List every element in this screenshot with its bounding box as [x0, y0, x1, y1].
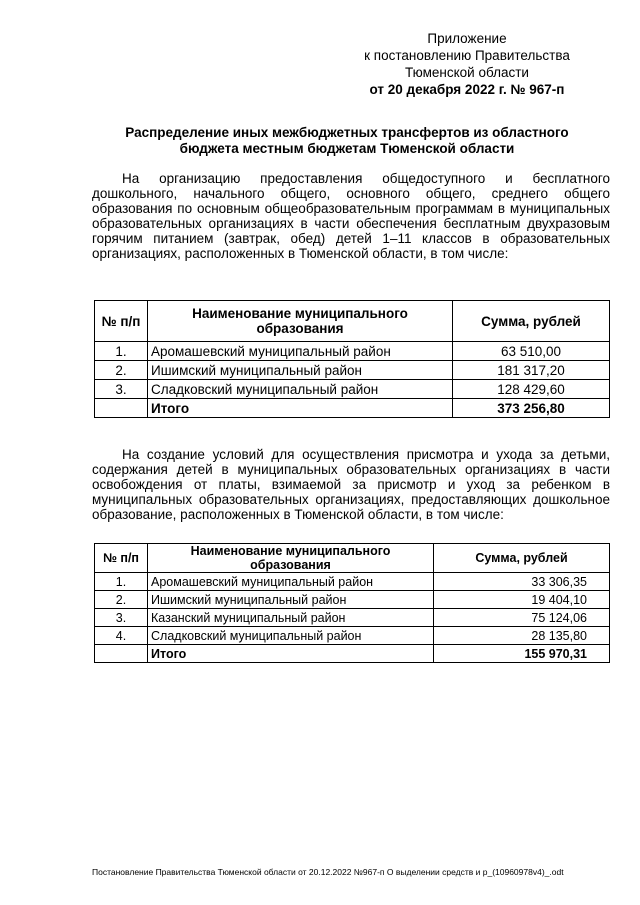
table-row [95, 380, 610, 399]
cell-sum: 181 317,20 [453, 361, 610, 380]
table-total-row [95, 645, 610, 663]
total-label: Итого [148, 399, 453, 418]
cell-sum: 128 429,60 [453, 380, 610, 399]
table-total-row [95, 399, 610, 418]
header-sum: Сумма, рублей [453, 301, 610, 342]
section1-table [94, 300, 610, 418]
title-line: бюджета местным бюджетам Тюменской области [179, 141, 515, 156]
cell-sum: 33 306,35 [434, 573, 610, 591]
cell-sum: 19 404,10 [434, 591, 610, 609]
cell-num: 3. [95, 380, 148, 399]
table-row [95, 573, 610, 591]
cell-name: Ишимский муниципальный район [148, 361, 453, 380]
cell-name: Казанский муниципальный район [148, 609, 434, 627]
table-row [95, 591, 610, 609]
header-num: № п/п [95, 301, 148, 342]
cell-name: Аромашевский муниципальный район [148, 342, 453, 361]
header-name: Наименование муниципального образования [148, 301, 453, 342]
cell-num: 1. [95, 342, 148, 361]
section1-paragraph: На организацию предоставления общедоступного и бесплатного дошкольного, начального общего, основного общего, среднего общего образования по основным общеобразовательным программам в муниципальных образовательных организациях в части обеспечения бесплатным двухразовым горячим питанием (завтрак, обед) детей 1–11 классов в образовательных организациях, расположенных в Тюменской области, в том числе: [92, 171, 610, 261]
cell-sum: 28 135,80 [434, 627, 610, 645]
header-sum: Сумма, рублей [434, 544, 610, 573]
annex-block [342, 30, 592, 98]
total-label: Итого [148, 645, 434, 663]
table-header-row [95, 301, 610, 342]
table-row [95, 342, 610, 361]
total-sum: 155 970,31 [434, 645, 610, 663]
document-footer: Постановление Правительства Тюменской области от 20.12.2022 №967-п О выделении средств и р_(10960978v4)_.odt [92, 867, 564, 877]
cell-sum: 63 510,00 [453, 342, 610, 361]
annex-title: Приложение [427, 31, 507, 46]
cell-name: Аромашевский муниципальный район [148, 573, 434, 591]
header-num: № п/п [95, 544, 148, 573]
annex-line: к постановлению Правительства [364, 48, 570, 63]
cell-name: Сладковский муниципальный район [148, 627, 434, 645]
table-row [95, 627, 610, 645]
table-row [95, 361, 610, 380]
cell-num-empty [95, 399, 148, 418]
cell-num: 1. [95, 573, 148, 591]
annex-date: от 20 декабря 2022 г. № 967-п [369, 82, 565, 97]
section2-paragraph: На создание условий для осуществления присмотра и ухода за детьми, содержания детей в муниципальных образовательных организациях в части освобождения от платы, взимаемой за присмотр и уход за ребенком в муниципальных образовательных организациях, предоставляющих дошкольное образование, расположенных в Тюменской области, в том числе: [92, 447, 610, 522]
cell-name: Сладковский муниципальный район [148, 380, 453, 399]
cell-num-empty [95, 645, 148, 663]
header-name: Наименование муниципального образования [148, 544, 434, 573]
total-sum: 373 256,80 [453, 399, 610, 418]
cell-num: 3. [95, 609, 148, 627]
cell-num: 4. [95, 627, 148, 645]
annex-line: Тюменской области [405, 65, 529, 80]
table-header-row [95, 544, 610, 573]
cell-sum: 75 124,06 [434, 609, 610, 627]
title-line: Распределение иных межбюджетных трансфертов из областного [125, 125, 569, 140]
cell-num: 2. [95, 591, 148, 609]
section2-table [94, 543, 610, 663]
table-row [95, 609, 610, 627]
cell-num: 2. [95, 361, 148, 380]
cell-name: Ишимский муниципальный район [148, 591, 434, 609]
document-title [92, 125, 602, 157]
